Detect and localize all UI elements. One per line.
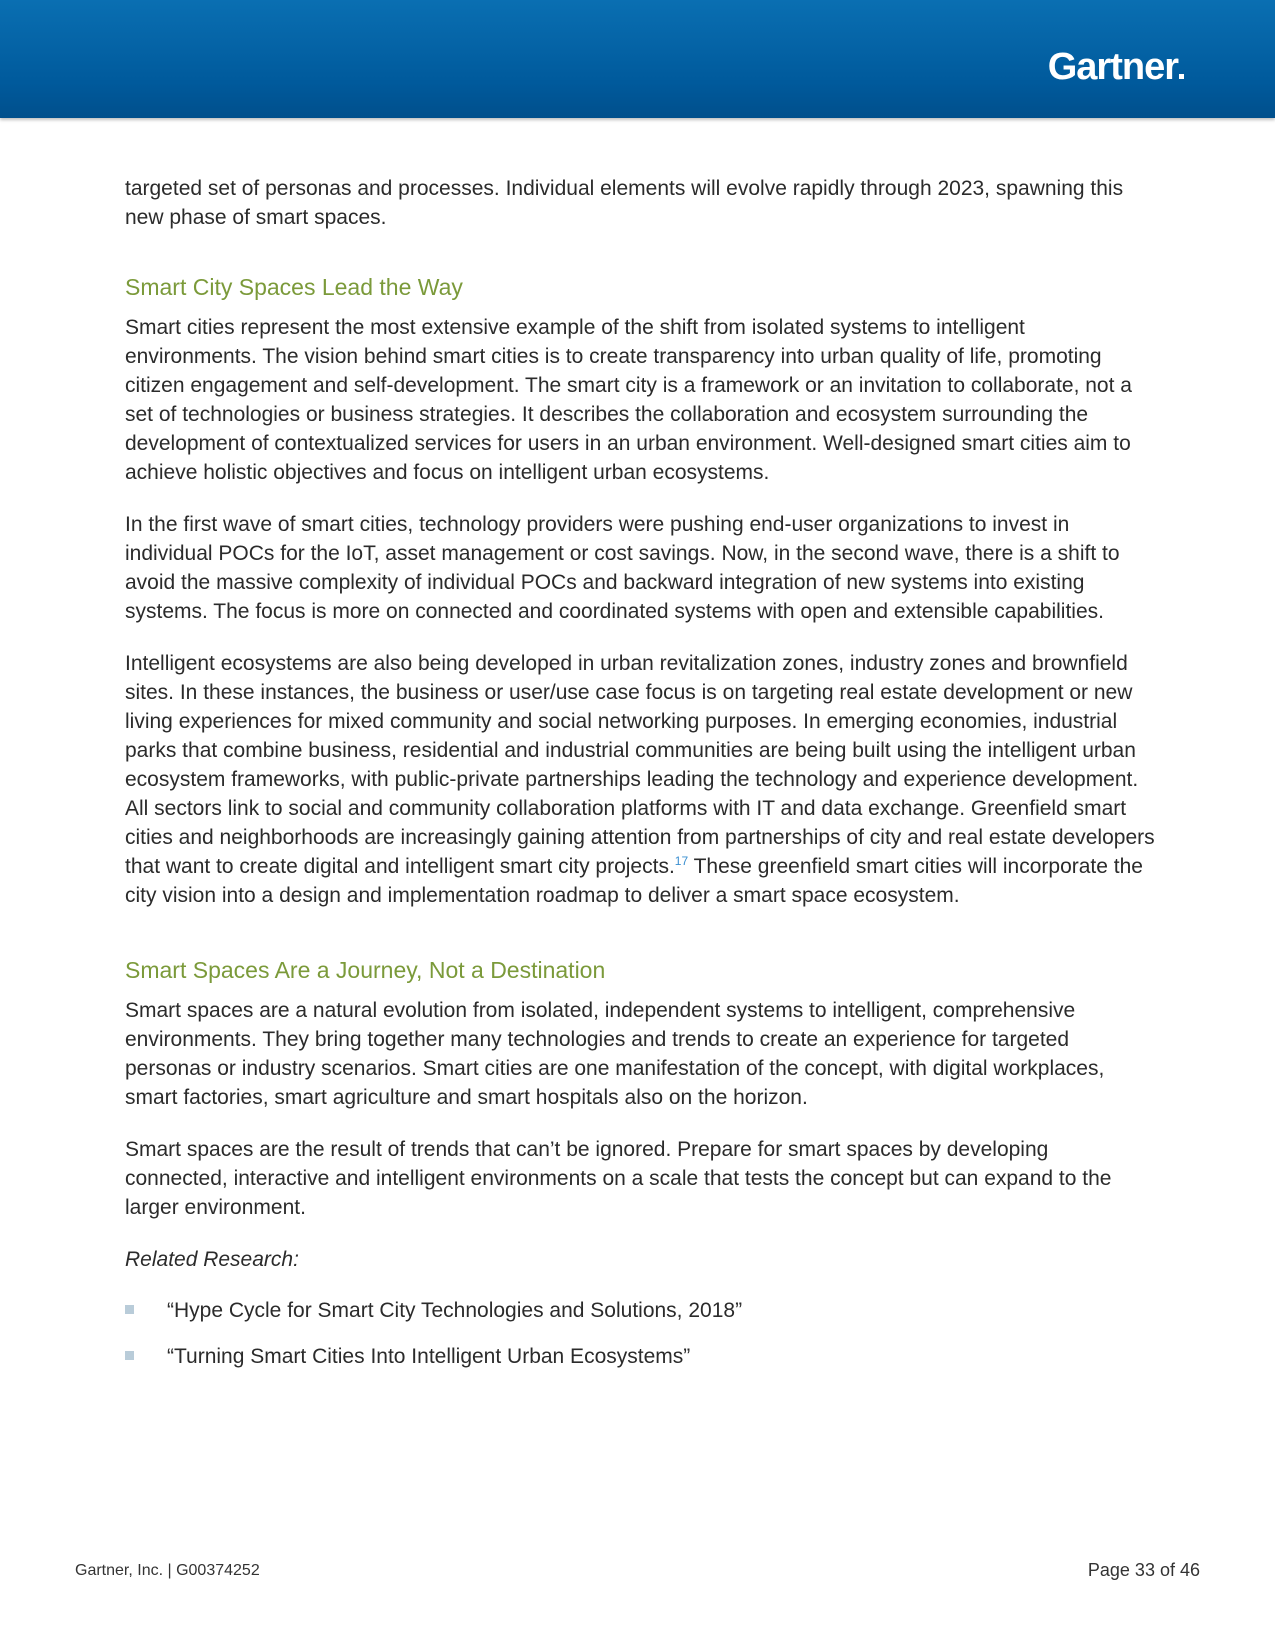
paragraph-text: These greenfield smart cities will incorporate the city vision into a design and implementation roadmap to deliver a smart space ecosystem. [125,855,1143,907]
paragraph: Smart spaces are a natural evolution from isolated, independent systems to intelligent, comprehensive environments. They bring together many technologies and trends to create an experience for targeted personas or industry scenarios. Smart cities are one manifestation of the concept, with digital workplaces, smart factories, smart agriculture and smart hospitals also on the horizon. [125,999,1105,1109]
footer-document-id: Gartner, Inc. | G00374252 [75,1562,260,1579]
paragraph: In the first wave of smart cities, technology providers were pushing end-user organizations to invest in individual POCs for the IoT, asset management or cost savings. Now, in the second wave, there is a shift to avoid the massive complexity of individual POCs and backward integration of new systems into existing systems. The focus is more on connected and coordinated systems with open and extensible capabilities. [125,513,1120,623]
logo-dot [1179,74,1184,79]
document-body [125,174,1155,1388]
bullet-icon [125,1351,134,1360]
paragraph-with-footnote [125,649,1155,910]
paragraph: Smart cities represent the most extensive example of the shift from isolated systems to intelligent environments. The vision behind smart cities is to create transparency into urban quality of life, promoting citizen engagement and self-development. The smart city is a framework or an invitation to collaborate, not a set of technologies or business strategies. It describes the collaboration and ecosystem surrounding the development of contextualized services for users in an urban environment. Well-designed smart cities aim to achieve holistic objectives and focus on intelligent urban ecosystems. [125,316,1132,484]
bullet-icon [125,1305,134,1314]
paragraph-text: Intelligent ecosystems are also being developed in urban revitalization zones, industry zones and brownfield sites. In these instances, the business or user/use case focus is on targeting real estate development or new living experiences for mixed community and social networking purposes. In emerging economies, industrial parks that combine business, residential and industrial communities are being built using the intelligent urban ecosystem frameworks, with public-private partnerships leading the technology and experience development. All sectors link to social and community collaboration platforms with IT and data exchange. Greenfield smart cities and neighborhoods are increasingly gaining attention from partnerships of city and real estate developers that want to create digital and intelligent smart city projects. [125,652,1155,878]
logo-text: Gartner [1047,46,1178,88]
section-heading-smart-city: Smart City Spaces Lead the Way [125,274,463,300]
footer-page-number: Page 33 of 46 [1087,1560,1200,1580]
list-item [125,1342,1155,1371]
related-research-list [125,1296,1155,1371]
section-heading-journey: Smart Spaces Are a Journey, Not a Destination [125,957,606,983]
header-bar [0,0,1275,118]
paragraph: Smart spaces are the result of trends that can’t be ignored. Prepare for smart spaces by developing connected, interactive and intelligent environments on a scale that tests the concept but can expand to the larger environment. [125,1138,1112,1219]
related-research-link[interactable]: “Hype Cycle for Smart City Technologies and Solutions, 2018” [167,1299,743,1322]
intro-paragraph: targeted set of personas and processes. Individual elements will evolve rapidly through 2023, spawning this new phase of smart spaces. [125,177,1124,229]
gartner-logo [1048,48,1184,86]
related-research-label: Related Research: [125,1248,299,1271]
related-research-link[interactable]: “Turning Smart Cities Into Intelligent Urban Ecosystems” [167,1345,691,1368]
footnote-link[interactable]: 17 [674,854,689,868]
list-item [125,1296,1155,1325]
